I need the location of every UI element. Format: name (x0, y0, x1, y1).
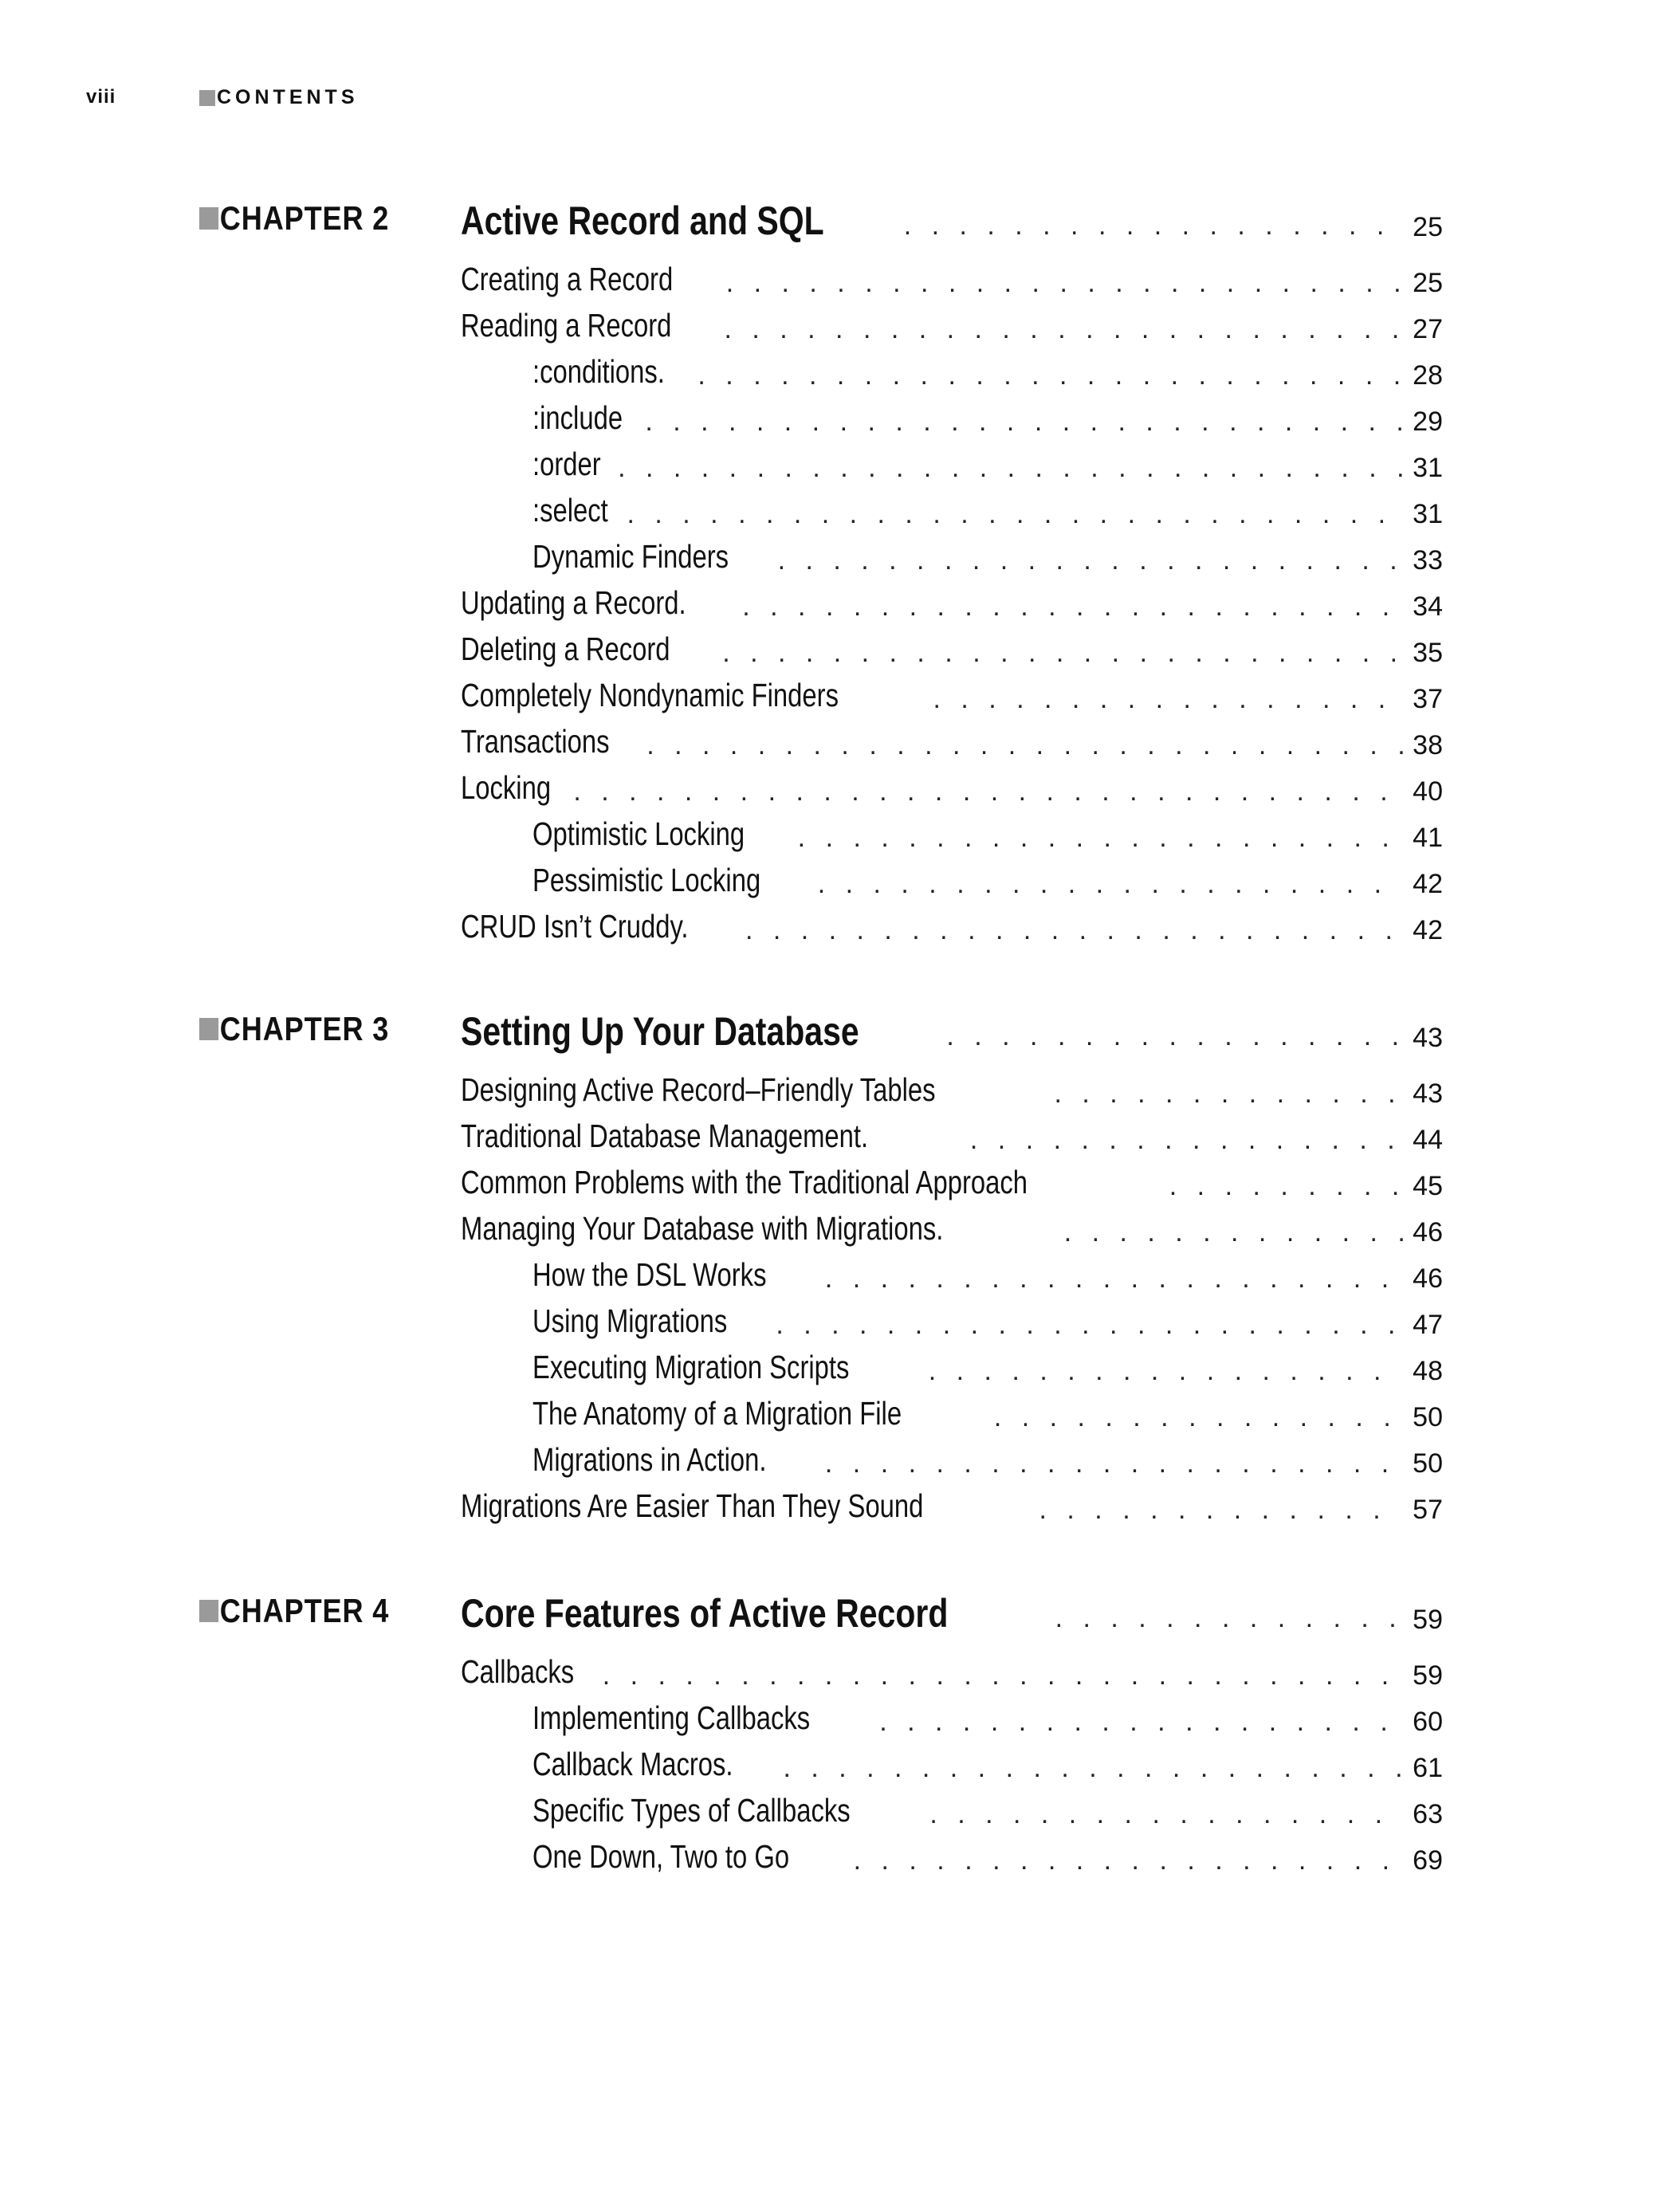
entry-page: 40 (1413, 776, 1443, 807)
dot-leader (1054, 1080, 1403, 1107)
square-bullet-icon (199, 207, 218, 230)
toc-entry[interactable] (461, 622, 1443, 668)
toc-subentry[interactable] (532, 1340, 1443, 1386)
entry-page: 35 (1413, 637, 1443, 668)
entry-title: Deleting a Record (461, 631, 670, 667)
entry-page: 37 (1413, 683, 1443, 714)
dot-leader (627, 501, 1404, 528)
entry-page: 42 (1413, 868, 1443, 899)
entry-title: Migrations in Action. (532, 1441, 767, 1478)
entry-page: 61 (1413, 1752, 1443, 1783)
entry-title: Updating a Record. (461, 584, 686, 621)
chapter-title: Active Record and SQL (461, 198, 824, 243)
entry-title: Implementing Callbacks (532, 1699, 811, 1736)
entry-title: Specific Types of Callbacks (532, 1792, 851, 1829)
toc-entry[interactable] (461, 1644, 1443, 1691)
dot-leader (798, 824, 1403, 851)
square-bullet-icon (199, 1600, 218, 1622)
chapter-heading (0, 1581, 1674, 1636)
dot-leader (742, 593, 1403, 620)
chapter-title-row[interactable] (461, 1581, 1443, 1636)
entry-page: 57 (1413, 1494, 1443, 1525)
dot-leader (825, 1450, 1403, 1477)
section-heading (199, 86, 359, 109)
dot-leader (854, 1847, 1403, 1874)
chapter-heading (0, 188, 1674, 244)
entry-title: Traditional Database Management. (461, 1118, 869, 1154)
toc-entry[interactable] (461, 576, 1443, 622)
toc-subentry[interactable] (532, 529, 1443, 576)
entry-page: 27 (1413, 313, 1443, 344)
dot-leader (778, 547, 1403, 574)
chapter-page: 43 (1413, 1022, 1443, 1053)
entry-page: 47 (1413, 1309, 1443, 1340)
toc-entry[interactable] (461, 1155, 1443, 1201)
dot-leader (745, 917, 1403, 944)
toc-subentry[interactable] (532, 1294, 1443, 1340)
toc-entry[interactable] (461, 298, 1443, 344)
dot-leader (904, 212, 1403, 239)
toc-entry[interactable] (461, 668, 1443, 714)
dot-leader (783, 1754, 1403, 1782)
entry-page: 48 (1413, 1355, 1443, 1386)
running-head (0, 86, 1674, 115)
dot-leader (698, 362, 1403, 389)
entry-title: Reading a Record (461, 307, 672, 344)
dot-leader (618, 454, 1403, 481)
chapter-heading (0, 999, 1674, 1055)
dot-leader (726, 269, 1403, 297)
toc-subentry[interactable] (532, 1432, 1443, 1479)
entry-title: :include (532, 399, 623, 436)
entry-title: Callback Macros. (532, 1746, 733, 1782)
dot-leader (1039, 1496, 1403, 1523)
chapter-number: CHAPTER 2 (219, 199, 390, 237)
dot-leader (724, 316, 1403, 343)
chapter-title: Core Features of Active Record (461, 1591, 949, 1636)
toc-subentry[interactable] (532, 1247, 1443, 1294)
dot-leader (776, 1311, 1403, 1338)
dot-leader (879, 1708, 1403, 1735)
chapter-4-block (0, 1581, 1674, 1876)
entry-title: Optimistic Locking (532, 815, 745, 852)
toc-subentry[interactable] (532, 853, 1443, 899)
chapter-title-row[interactable] (461, 999, 1443, 1055)
entry-title: Callbacks (461, 1653, 575, 1690)
entry-list (0, 252, 1674, 945)
chapter-label (199, 199, 389, 238)
dot-leader (603, 1662, 1403, 1689)
toc-subentry[interactable] (532, 483, 1443, 529)
entry-title: Migrations Are Easier Than They Sound (461, 1487, 924, 1524)
dot-leader (818, 870, 1403, 898)
entry-title: The Anatomy of a Migration File (532, 1395, 902, 1432)
square-bullet-icon (199, 1018, 218, 1040)
entry-page: 29 (1413, 406, 1443, 437)
toc-subentry[interactable] (532, 437, 1443, 483)
dot-leader (970, 1126, 1403, 1153)
entry-title: Common Problems with the Traditional Approach (461, 1164, 1028, 1200)
toc-entry[interactable] (461, 760, 1443, 807)
toc-subentry[interactable] (532, 1829, 1443, 1876)
entry-title: Using Migrations (532, 1302, 728, 1339)
entry-page: 44 (1413, 1124, 1443, 1155)
toc-subentry[interactable] (532, 1737, 1443, 1783)
section-label: CONTENTS (217, 86, 359, 108)
entry-page: 50 (1413, 1401, 1443, 1432)
entry-page: 28 (1413, 359, 1443, 391)
toc-subentry[interactable] (532, 1783, 1443, 1829)
dot-leader (1064, 1219, 1403, 1246)
page-number: viii (86, 86, 116, 108)
entry-title: How the DSL Works (532, 1256, 767, 1293)
toc-entry[interactable] (461, 1109, 1443, 1155)
dot-leader (573, 778, 1403, 805)
toc-entry[interactable] (461, 1201, 1443, 1247)
entry-title: Executing Migration Scripts (532, 1349, 850, 1385)
chapter-number: CHAPTER 4 (219, 1592, 390, 1629)
toc-subentry[interactable] (532, 391, 1443, 437)
chapter-number: CHAPTER 3 (219, 1010, 390, 1047)
entry-title: Transactions (461, 723, 610, 760)
entry-list (0, 1644, 1674, 1876)
entry-title: Creating a Record (461, 261, 674, 297)
chapter-title-row[interactable] (461, 188, 1443, 244)
chapter-page: 59 (1413, 1604, 1443, 1635)
dot-leader (1169, 1173, 1403, 1200)
toc-entry[interactable] (461, 252, 1443, 298)
entry-page: 33 (1413, 544, 1443, 576)
entry-page: 42 (1413, 914, 1443, 945)
dot-leader (722, 639, 1403, 666)
dot-leader (1055, 1605, 1403, 1632)
entry-title: :conditions. (532, 353, 665, 390)
entry-page: 60 (1413, 1706, 1443, 1737)
entry-page: 69 (1413, 1845, 1443, 1876)
entry-page: 38 (1413, 729, 1443, 760)
entry-title: One Down, Two to Go (532, 1838, 790, 1875)
entry-page: 34 (1413, 591, 1443, 622)
dot-leader (929, 1357, 1403, 1385)
chapter-label (199, 1010, 389, 1048)
entry-page: 31 (1413, 452, 1443, 483)
toc-entry[interactable] (461, 1479, 1443, 1525)
toc-entry[interactable] (461, 1063, 1443, 1109)
entry-title: :select (532, 492, 608, 528)
dot-leader (933, 686, 1403, 713)
toc-entry[interactable] (461, 899, 1443, 945)
entry-list (0, 1063, 1674, 1525)
entry-title: :order (532, 446, 601, 482)
toc-entry[interactable] (461, 714, 1443, 760)
entry-title: CRUD Isn’t Cruddy. (461, 908, 689, 945)
chapter-title: Setting Up Your Database (461, 1009, 859, 1054)
entry-title: Locking (461, 769, 552, 806)
entry-title: Completely Nondynamic Finders (461, 677, 839, 713)
toc-subentry[interactable] (532, 344, 1443, 391)
entry-page: 43 (1413, 1078, 1443, 1109)
entry-title: Designing Active Record–Friendly Tables (461, 1071, 936, 1108)
toc-subentry[interactable] (532, 807, 1443, 853)
chapter-page: 25 (1413, 211, 1443, 242)
entry-title: Dynamic Finders (532, 538, 729, 575)
chapter-label (199, 1592, 389, 1630)
entry-page: 59 (1413, 1660, 1443, 1691)
entry-title: Pessimistic Locking (532, 862, 761, 898)
dot-leader (645, 408, 1403, 435)
dot-leader (825, 1265, 1403, 1292)
chapter-2-block (0, 188, 1674, 945)
dot-leader (646, 732, 1403, 759)
dot-leader (929, 1801, 1403, 1828)
dot-leader (994, 1404, 1403, 1431)
entry-page: 46 (1413, 1263, 1443, 1294)
toc-subentry[interactable] (532, 1691, 1443, 1737)
entry-title: Managing Your Database with Migrations. (461, 1210, 944, 1247)
entry-page: 31 (1413, 498, 1443, 529)
entry-page: 50 (1413, 1448, 1443, 1479)
entry-page: 63 (1413, 1798, 1443, 1829)
chapter-3-block (0, 999, 1674, 1525)
entry-page: 25 (1413, 267, 1443, 298)
entry-page: 45 (1413, 1170, 1443, 1201)
entry-page: 46 (1413, 1216, 1443, 1247)
dot-leader (946, 1023, 1403, 1050)
square-bullet-icon (199, 90, 215, 106)
entry-page: 41 (1413, 822, 1443, 853)
toc-subentry[interactable] (532, 1386, 1443, 1432)
